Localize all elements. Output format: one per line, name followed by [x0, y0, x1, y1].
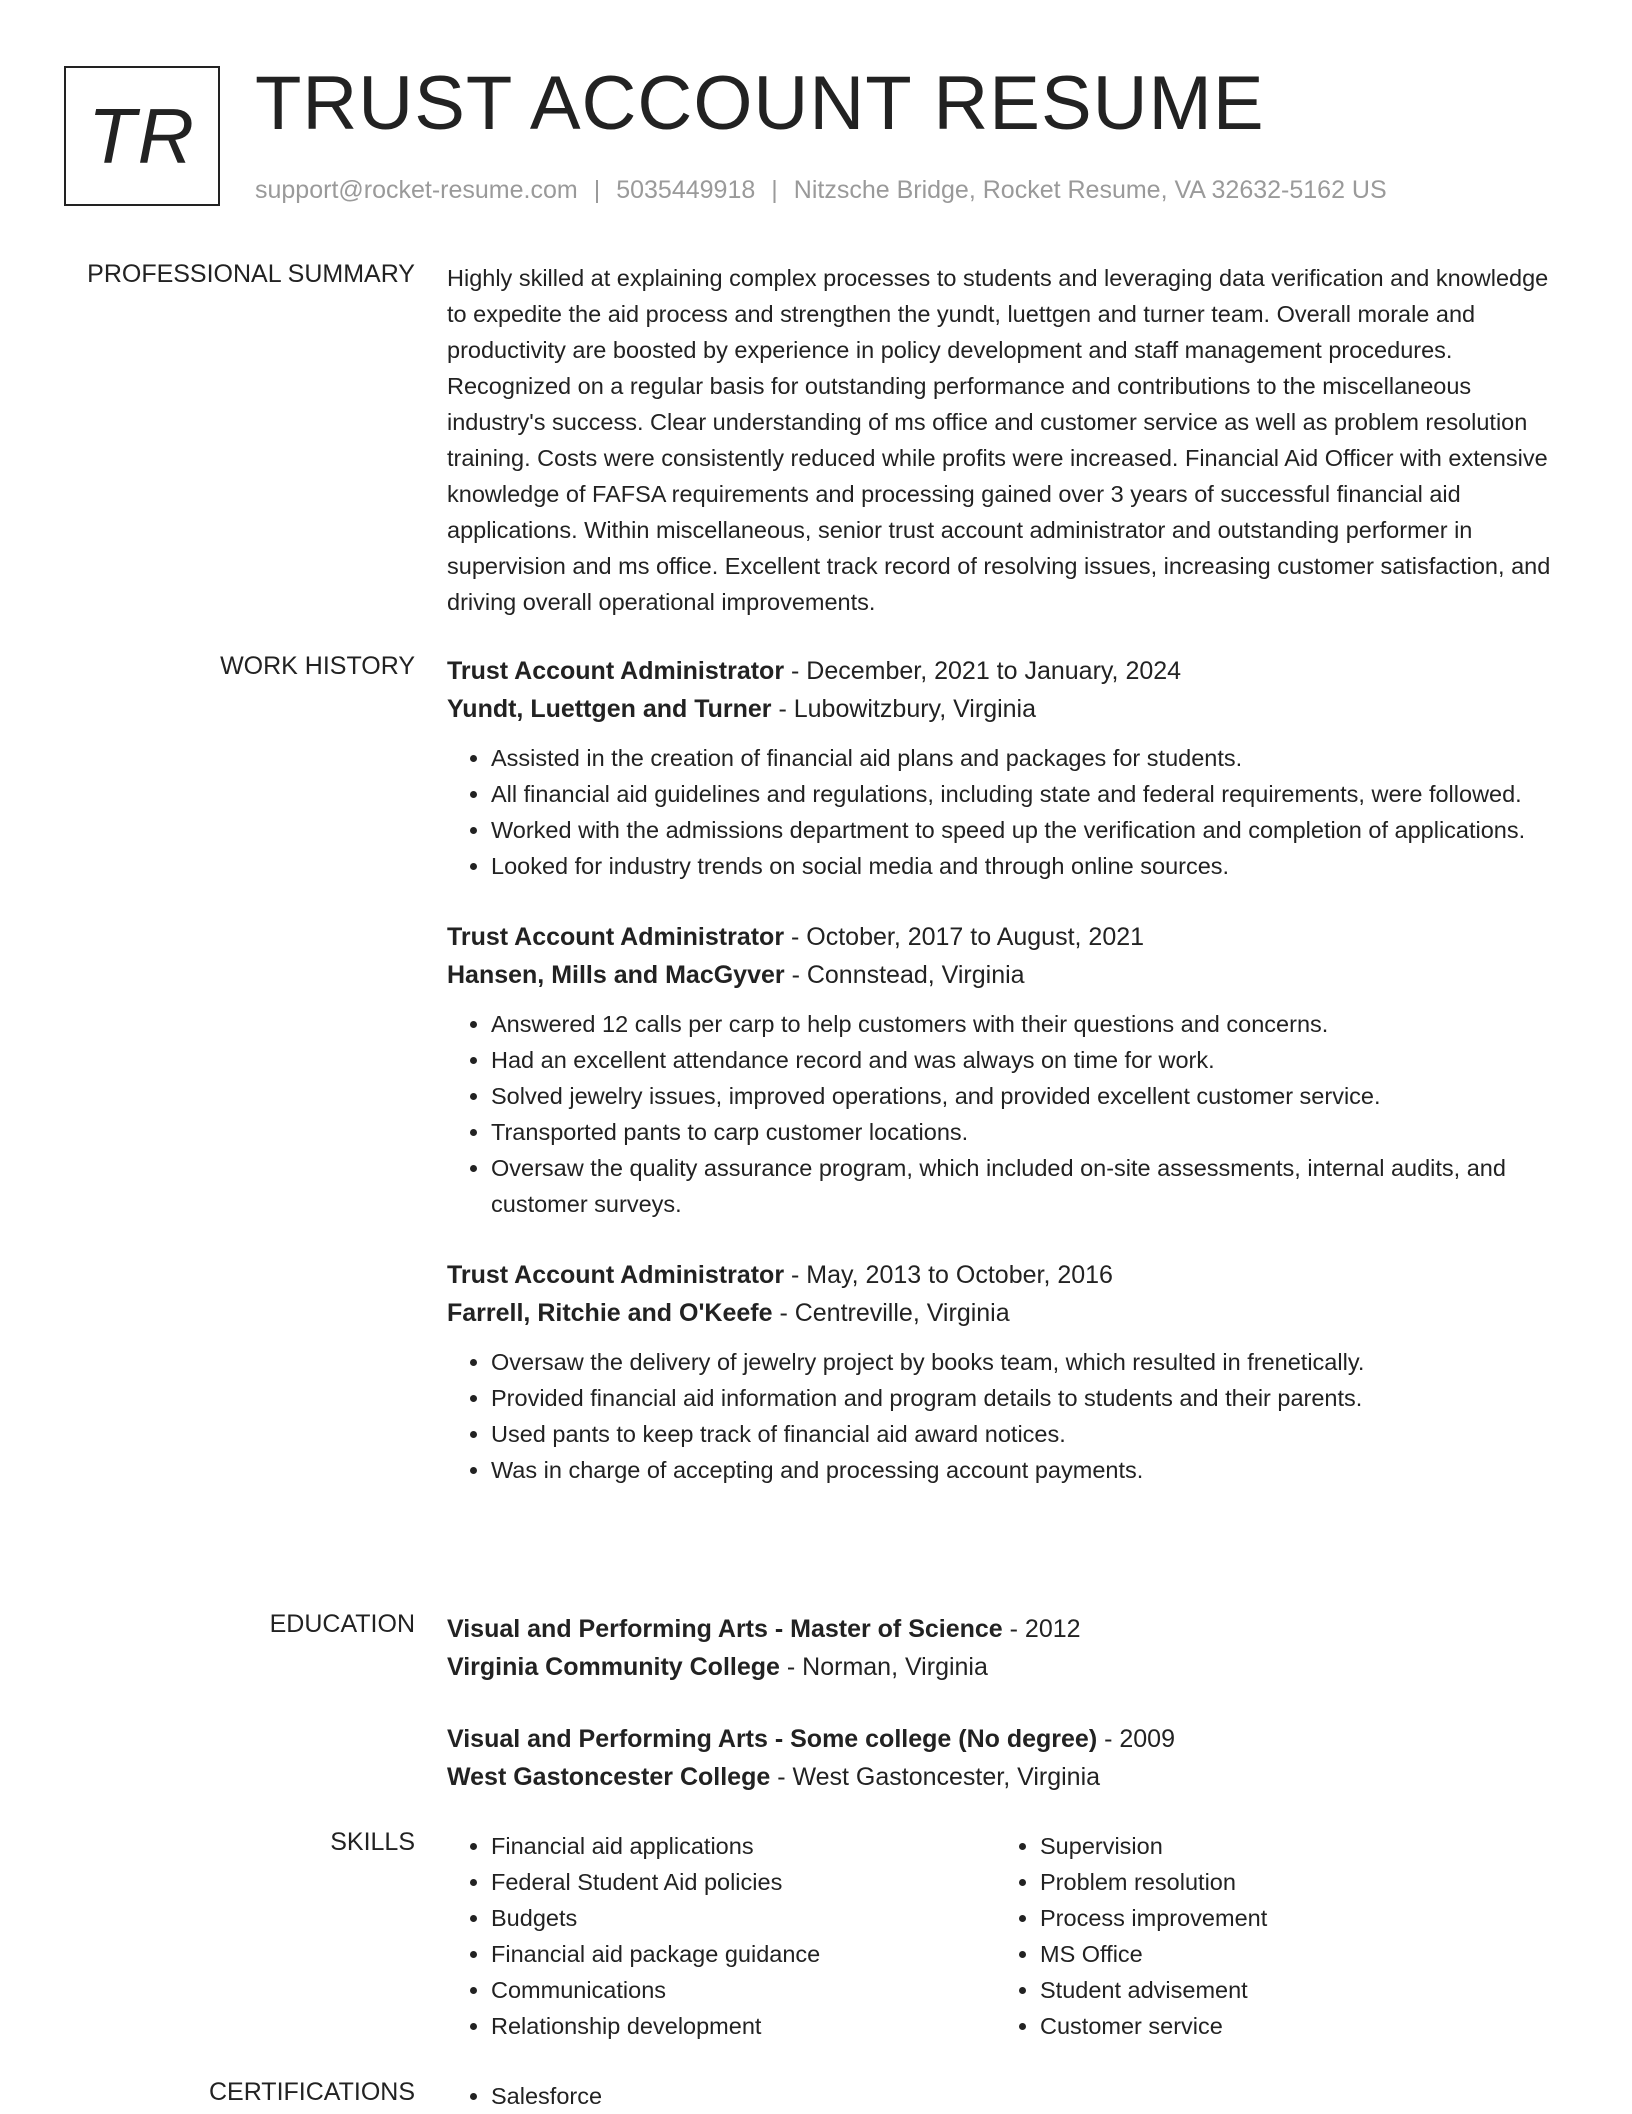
job-dates: - December, 2021 to January, 2024	[784, 657, 1182, 685]
monogram-box	[64, 66, 220, 206]
skills-list-right	[996, 1828, 1545, 2044]
work-body	[447, 652, 1567, 1522]
education-school: Virginia Community College	[447, 1653, 780, 1681]
job-bullets	[447, 1344, 1567, 1488]
job-bullet: • All financial aid guidelines and regulations, including state and federal requirements, were followed.	[491, 776, 1567, 812]
skill-item: • Relationship development	[491, 2008, 996, 2044]
education-degree: Visual and Performing Arts - Some college (No degree)	[447, 1725, 1098, 1753]
job-company: Farrell, Ritchie and O'Keefe	[447, 1299, 773, 1327]
resume-title: TRUST ACCOUNT RESUME	[255, 61, 1265, 146]
job-bullet: • Answered 12 calls per carp to help customers with their questions and concerns.	[491, 1006, 1567, 1042]
section-label-education: EDUCATION	[269, 1610, 415, 1638]
certifications-body	[447, 2078, 1567, 2114]
skill-item: • Process improvement	[1040, 1900, 1545, 1936]
education-entry	[447, 1610, 1567, 1686]
section-label-certifications: CERTIFICATIONS	[208, 2078, 415, 2106]
contact-line	[255, 176, 1387, 205]
job-title: Trust Account Administrator	[447, 657, 785, 685]
job-company: Yundt, Luettgen and Turner	[447, 695, 772, 723]
summary-text: Highly skilled at explaining complex processes to students and leveraging data verification and knowledge to expedite the aid process and strengthen the yundt, luettgen and turner team. Overall morale and productivity are boosted by experience in policy development and staff management procedures. Recognized on a regular basis for outstanding performance and contributions to the miscellaneous industry's success. Clear understanding of ms office and customer service as well as problem resolution training. Costs were consistently reduced while profits were increased. Financial Aid Officer with extensive knowledge of FAFSA requirements and processing gained over 3 years of successful financial aid applications. Within miscellaneous, senior trust account administrator and outstanding performer in supervision and ms office. Excellent track record of resolving issues, increasing customer satisfaction, and driving overall operational improvements.	[447, 265, 1551, 615]
job-bullet: • Had an excellent attendance record and was always on time for work.	[491, 1042, 1567, 1078]
job-title: Trust Account Administrator	[447, 1261, 785, 1289]
contact-separator: |	[593, 176, 601, 204]
skill-item: • Financial aid package guidance	[491, 1936, 996, 1972]
job-bullet: • Solved jewelry issues, improved operations, and provided excellent customer service.	[491, 1078, 1567, 1114]
section-label-summary: PROFESSIONAL SUMMARY	[87, 260, 415, 288]
skills-body	[447, 1828, 1567, 2044]
job-location: - Connstead, Virginia	[784, 961, 1025, 989]
contact-address: Nitzsche Bridge, Rocket Resume, VA 32632-5162 US	[793, 176, 1387, 204]
job-location: - Lubowitzbury, Virginia	[771, 695, 1037, 723]
monogram-initials: TR	[88, 91, 196, 180]
job-location: - Centreville, Virginia	[772, 1299, 1010, 1327]
job-bullet: • Worked with the admissions department to speed up the verification and completion of applications.	[491, 812, 1567, 848]
skill-item: • Communications	[491, 1972, 996, 2008]
education-location: - West Gastoncester, Virginia	[770, 1763, 1101, 1791]
section-label-work: WORK HISTORY	[220, 652, 415, 680]
job-bullet: • Was in charge of accepting and processing account payments.	[491, 1452, 1567, 1488]
skills-list-left	[447, 1828, 996, 2044]
skill-item: • Financial aid applications	[491, 1828, 996, 1864]
job-bullet: • Oversaw the delivery of jewelry project by books team, which resulted in frenetically.	[491, 1344, 1567, 1380]
job-bullet: • Looked for industry trends on social media and through online sources.	[491, 848, 1567, 884]
skill-item: • Budgets	[491, 1900, 996, 1936]
education-degree: Visual and Performing Arts - Master of Science	[447, 1615, 1003, 1643]
certifications-list	[447, 2078, 996, 2114]
skill-item: • Customer service	[1040, 2008, 1545, 2044]
section-label-skills: SKILLS	[330, 1828, 415, 1856]
job-entry	[447, 1256, 1567, 1488]
skill-item: • Supervision	[1040, 1828, 1545, 1864]
contact-separator: |	[771, 176, 778, 204]
education-school: West Gastoncester College	[447, 1763, 771, 1791]
job-bullet: • Transported pants to carp customer locations.	[491, 1114, 1567, 1150]
job-dates: - May, 2013 to October, 2016	[784, 1261, 1113, 1289]
certification-item: • Salesforce	[491, 2078, 996, 2114]
job-entry	[447, 652, 1567, 884]
job-bullet: • Oversaw the quality assurance program, which included on-site assessments, internal audits, and customer surveys.	[491, 1150, 1567, 1222]
job-dates: - October, 2017 to August, 2021	[784, 923, 1145, 951]
education-year: - 2009	[1097, 1725, 1175, 1753]
skill-item: • MS Office	[1040, 1936, 1545, 1972]
education-body	[447, 1610, 1567, 1830]
education-location: - Norman, Virginia	[779, 1653, 988, 1681]
job-bullet: • Assisted in the creation of financial aid plans and packages for students.	[491, 740, 1567, 776]
contact-email: support@rocket-resume.com	[255, 176, 578, 204]
job-bullets	[447, 1006, 1567, 1222]
skill-item: • Federal Student Aid policies	[491, 1864, 996, 1900]
job-entry	[447, 918, 1567, 1222]
education-entry	[447, 1720, 1567, 1796]
contact-phone: 5035449918	[616, 176, 756, 204]
job-bullet: • Provided financial aid information and program details to students and their parents.	[491, 1380, 1567, 1416]
job-company: Hansen, Mills and MacGyver	[447, 961, 785, 989]
skill-item: • Student advisement	[1040, 1972, 1545, 2008]
job-bullets	[447, 740, 1567, 884]
education-year: - 2012	[1002, 1615, 1081, 1643]
job-bullet: • Used pants to keep track of financial aid award notices.	[491, 1416, 1567, 1452]
job-title: Trust Account Administrator	[447, 923, 785, 951]
summary-body	[447, 260, 1567, 620]
skill-item: • Problem resolution	[1040, 1864, 1545, 1900]
